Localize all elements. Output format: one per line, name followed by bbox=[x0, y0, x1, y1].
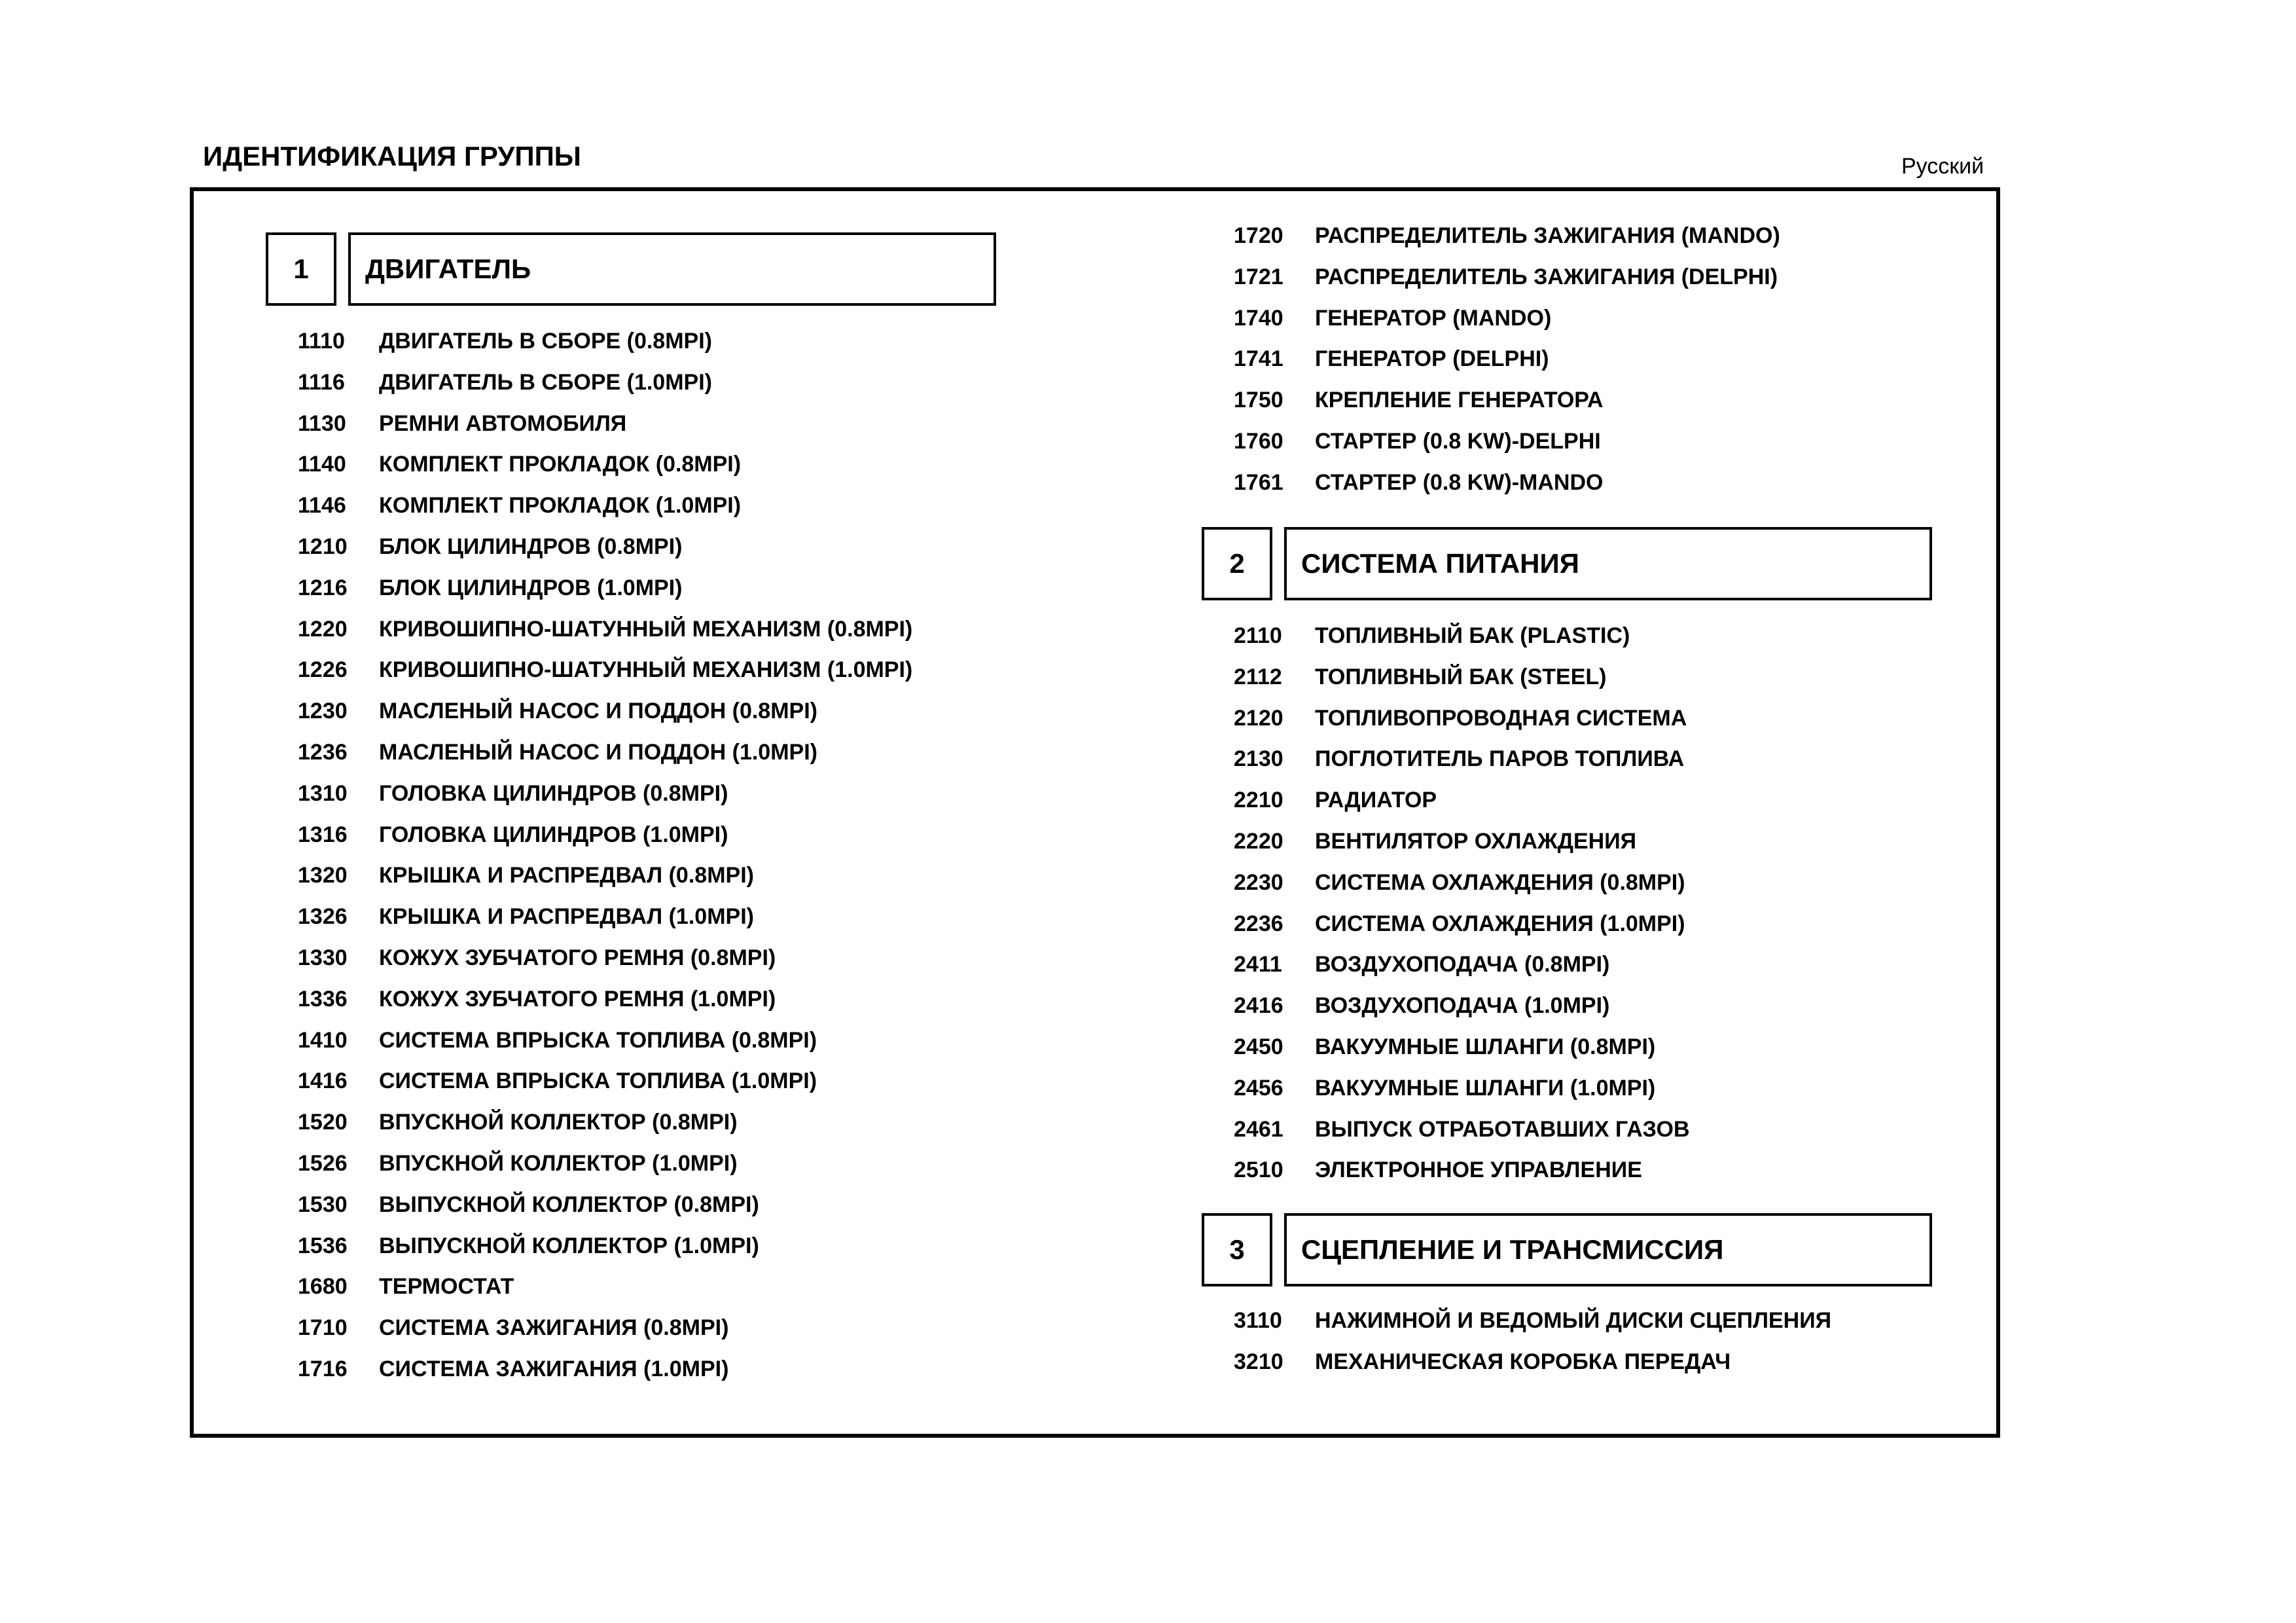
item-name: РАДИАТОР bbox=[1315, 788, 1437, 813]
item-name: ВЫПУСК ОТРАБОТАВШИХ ГАЗОВ bbox=[1315, 1116, 1690, 1142]
item-name: ГЕНЕРАТОР (MANDO) bbox=[1315, 305, 1552, 331]
item-code: 1520 bbox=[298, 1110, 348, 1135]
item-name: ВОЗДУХОПОДАЧА (1.0MPI) bbox=[1315, 993, 1610, 1019]
item-code: 3110 bbox=[1234, 1308, 1282, 1333]
item-code: 1310 bbox=[298, 780, 348, 806]
item-name: РАСПРЕДЕЛИТЕЛЬ ЗАЖИГАНИЯ (DELPHI) bbox=[1315, 264, 1778, 289]
item-code: 1330 bbox=[298, 945, 348, 970]
item-code: 1416 bbox=[298, 1068, 348, 1094]
item-name: ДВИГАТЕЛЬ В СБОРЕ (1.0MPI) bbox=[379, 369, 712, 395]
item-code: 1226 bbox=[298, 657, 348, 683]
item-name: СИСТЕМА ВПРЫСКА ТОПЛИВА (1.0MPI) bbox=[379, 1068, 817, 1094]
item-code: 1530 bbox=[298, 1192, 348, 1217]
item-code: 1740 bbox=[1234, 305, 1283, 331]
item-code: 1216 bbox=[298, 575, 348, 600]
item-name: СИСТЕМА ОХЛАЖДЕНИЯ (1.0MPI) bbox=[1315, 911, 1685, 936]
item-name: СИСТЕМА ЗАЖИГАНИЯ (1.0MPI) bbox=[379, 1356, 729, 1381]
item-code: 1741 bbox=[1234, 346, 1283, 372]
item-code: 1326 bbox=[298, 904, 348, 930]
item-code: 2210 bbox=[1234, 788, 1283, 813]
item-code: 2112 bbox=[1234, 664, 1282, 689]
item-name: ТЕРМОСТАТ bbox=[379, 1274, 514, 1300]
item-name: РЕМНИ АВТОМОБИЛЯ bbox=[379, 410, 627, 436]
item-code: 1410 bbox=[298, 1027, 348, 1053]
item-code: 2220 bbox=[1234, 828, 1283, 854]
item-code: 3210 bbox=[1234, 1349, 1283, 1374]
item-code: 2236 bbox=[1234, 911, 1283, 936]
item-name: ГОЛОВКА ЦИЛИНДРОВ (1.0MPI) bbox=[379, 822, 728, 847]
item-name: КОЖУХ ЗУБЧАТОГО РЕМНЯ (1.0MPI) bbox=[379, 986, 776, 1012]
item-code: 2130 bbox=[1234, 746, 1283, 772]
item-code: 1680 bbox=[298, 1274, 348, 1300]
item-code: 2230 bbox=[1234, 869, 1283, 895]
group-title: СЦЕПЛЕНИЕ И ТРАНСМИССИЯ bbox=[1284, 1213, 1932, 1286]
item-code: 1116 bbox=[298, 369, 345, 395]
item-code: 1110 bbox=[298, 329, 345, 354]
item-name: КОМПЛЕКТ ПРОКЛАДОК (1.0MPI) bbox=[379, 493, 742, 519]
item-code: 2416 bbox=[1234, 993, 1283, 1019]
item-name: КОМПЛЕКТ ПРОКЛАДОК (0.8MPI) bbox=[379, 452, 742, 477]
item-name: ПОГЛОТИТЕЛЬ ПАРОВ ТОПЛИВА bbox=[1315, 746, 1685, 772]
item-name: ТОПЛИВОПРОВОДНАЯ СИСТЕМА bbox=[1315, 705, 1687, 731]
item-name: ТОПЛИВНЫЙ БАК (PLASTIC) bbox=[1315, 623, 1630, 648]
item-name: ГОЛОВКА ЦИЛИНДРОВ (0.8MPI) bbox=[379, 780, 728, 806]
item-code: 1320 bbox=[298, 863, 348, 888]
item-code: 1146 bbox=[298, 493, 346, 519]
item-name: КРИВОШИПНО-ШАТУННЫЙ МЕХАНИЗМ (1.0MPI) bbox=[379, 657, 913, 683]
item-name: КРЫШКА И РАСПРЕДВАЛ (0.8MPI) bbox=[379, 863, 754, 888]
language-label: Русский bbox=[1901, 154, 1984, 179]
item-name: БЛОК ЦИЛИНДРОВ (1.0MPI) bbox=[379, 575, 683, 600]
group-number: 1 bbox=[266, 232, 336, 306]
item-name: ЭЛЕКТРОННОЕ УПРАВЛЕНИЕ bbox=[1315, 1158, 1642, 1183]
item-name: БЛОК ЦИЛИНДРОВ (0.8MPI) bbox=[379, 534, 683, 559]
group-number: 2 bbox=[1202, 527, 1272, 600]
item-code: 1140 bbox=[298, 452, 346, 477]
item-name: ВПУСКНОЙ КОЛЛЕКТОР (1.0MPI) bbox=[379, 1150, 738, 1176]
item-code: 2110 bbox=[1234, 623, 1282, 648]
item-name: КРЕПЛЕНИЕ ГЕНЕРАТОРА bbox=[1315, 388, 1604, 413]
item-code: 1316 bbox=[298, 822, 348, 847]
item-code: 1526 bbox=[298, 1150, 348, 1176]
item-name: СИСТЕМА ВПРЫСКА ТОПЛИВА (0.8MPI) bbox=[379, 1027, 817, 1053]
item-code: 2461 bbox=[1234, 1116, 1283, 1142]
item-code: 2456 bbox=[1234, 1075, 1283, 1101]
item-name: КОЖУХ ЗУБЧАТОГО РЕМНЯ (0.8MPI) bbox=[379, 945, 776, 970]
group-number: 3 bbox=[1202, 1213, 1272, 1286]
item-name: МАСЛЕНЫЙ НАСОС И ПОДДОН (1.0MPI) bbox=[379, 739, 817, 765]
page-title: ИДЕНТИФИКАЦИЯ ГРУППЫ bbox=[203, 141, 581, 172]
item-name: ВПУСКНОЙ КОЛЛЕКТОР (0.8MPI) bbox=[379, 1110, 738, 1135]
item-code: 1761 bbox=[1234, 469, 1283, 495]
item-code: 1750 bbox=[1234, 388, 1283, 413]
item-code: 1220 bbox=[298, 616, 348, 642]
item-name: МАСЛЕНЫЙ НАСОС И ПОДДОН (0.8MPI) bbox=[379, 699, 817, 724]
item-code: 1760 bbox=[1234, 428, 1283, 454]
item-code: 1210 bbox=[298, 534, 348, 559]
item-name: ВАКУУМНЫЕ ШЛАНГИ (0.8MPI) bbox=[1315, 1034, 1656, 1059]
item-name: СТАРТЕР (0.8 KW)-DELPHI bbox=[1315, 428, 1601, 454]
item-name: ДВИГАТЕЛЬ В СБОРЕ (0.8MPI) bbox=[379, 329, 712, 354]
item-name: КРЫШКА И РАСПРЕДВАЛ (1.0MPI) bbox=[379, 904, 754, 930]
item-name: ВЫПУСКНОЙ КОЛЛЕКТОР (1.0MPI) bbox=[379, 1233, 759, 1258]
item-name: СТАРТЕР (0.8 KW)-MANDO bbox=[1315, 469, 1604, 495]
item-code: 1721 bbox=[1234, 264, 1283, 289]
item-code: 2411 bbox=[1234, 952, 1282, 977]
item-name: ВЕНТИЛЯТОР ОХЛАЖДЕНИЯ bbox=[1315, 828, 1637, 854]
item-name: РАСПРЕДЕЛИТЕЛЬ ЗАЖИГАНИЯ (MANDO) bbox=[1315, 223, 1780, 248]
item-name: ВЫПУСКНОЙ КОЛЛЕКТОР (0.8MPI) bbox=[379, 1192, 759, 1217]
item-code: 1720 bbox=[1234, 223, 1283, 248]
item-name: ВАКУУМНЫЕ ШЛАНГИ (1.0MPI) bbox=[1315, 1075, 1656, 1101]
item-name: КРИВОШИПНО-ШАТУННЫЙ МЕХАНИЗМ (0.8MPI) bbox=[379, 616, 913, 642]
group-title: СИСТЕМА ПИТАНИЯ bbox=[1284, 527, 1932, 600]
item-code: 1130 bbox=[298, 410, 346, 436]
item-code: 1536 bbox=[298, 1233, 348, 1258]
item-name: ВОЗДУХОПОДАЧА (0.8MPI) bbox=[1315, 952, 1610, 977]
item-code: 2120 bbox=[1234, 705, 1283, 731]
item-code: 2510 bbox=[1234, 1158, 1283, 1183]
item-name: СИСТЕМА ЗАЖИГАНИЯ (0.8MPI) bbox=[379, 1315, 729, 1341]
item-name: НАЖИМНОЙ И ВЕДОМЫЙ ДИСКИ СЦЕПЛЕНИЯ bbox=[1315, 1308, 1832, 1333]
item-name: ТОПЛИВНЫЙ БАК (STEEL) bbox=[1315, 664, 1607, 689]
item-name: МЕХАНИЧЕСКАЯ КОРОБКА ПЕРЕДАЧ bbox=[1315, 1349, 1731, 1374]
item-name: СИСТЕМА ОХЛАЖДЕНИЯ (0.8MPI) bbox=[1315, 869, 1685, 895]
group-title: ДВИГАТЕЛЬ bbox=[348, 232, 996, 306]
item-code: 1236 bbox=[298, 739, 348, 765]
item-code: 1230 bbox=[298, 699, 348, 724]
item-name: ГЕНЕРАТОР (DELPHI) bbox=[1315, 346, 1549, 372]
item-code: 2450 bbox=[1234, 1034, 1283, 1059]
item-code: 1716 bbox=[298, 1356, 348, 1381]
item-code: 1336 bbox=[298, 986, 348, 1012]
item-code: 1710 bbox=[298, 1315, 348, 1341]
